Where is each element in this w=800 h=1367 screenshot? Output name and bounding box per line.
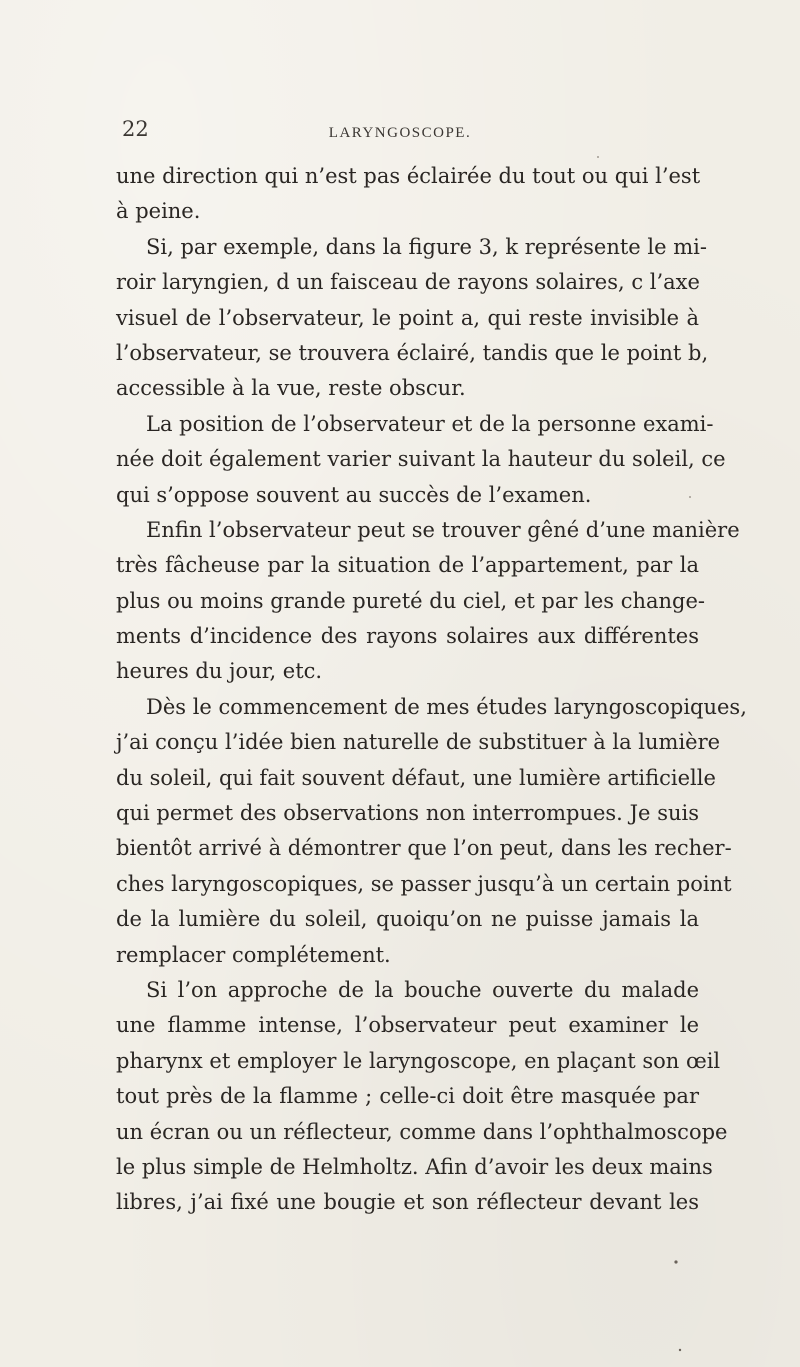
page-number: 22 (122, 117, 149, 141)
text-line: le plus simple de Helmholtz. Afin d’avoir les deux mains (116, 1154, 713, 1179)
text-line: remplacer complétement. (116, 942, 391, 967)
speck (597, 156, 599, 158)
text-line: à peine. (116, 199, 201, 224)
text-line: née doit également varier suivant la hauteur du soleil, ce (116, 447, 726, 472)
speck (674, 1260, 677, 1263)
text-line: du soleil, qui fait souvent défaut, une lumière artificielle (116, 765, 716, 790)
text-line: heures du jour, etc. (116, 659, 323, 684)
text-line: Dès le commencement de mes études laryngoscopiques, (146, 694, 747, 719)
text-line: bientôt arrivé à démontrer que l’on peut, dans les recher- (116, 836, 732, 861)
text-line: Si, par exemple, dans la figure 3, k représente le mi- (146, 234, 707, 259)
text-line: de la lumière du soleil, quoiqu’on ne puisse jamais la (116, 907, 699, 932)
text-line: libres, j’ai fixé une bougie et son réflecteur devant les (116, 1190, 699, 1215)
text-line: visuel de l’observateur, le point a, qui reste invisible à (116, 305, 699, 330)
text-line: ches laryngoscopiques, se passer jusqu’à un certain point (116, 871, 732, 896)
text-line: Si l’on approche de la bouche ouverte du malade (146, 977, 699, 1002)
text-line: pharynx et employer le laryngoscope, en plaçant son œil (116, 1048, 721, 1073)
text-line: une flamme intense, l’observateur peut examiner le (116, 1013, 699, 1038)
text-line: accessible à la vue, reste obscur. (116, 376, 466, 401)
text-line: un écran ou un réflecteur, comme dans l’ophthalmoscope (116, 1119, 728, 1144)
speck (679, 1349, 681, 1351)
text-line: roir laryngien, d un faisceau de rayons solaires, c l’axe (116, 270, 700, 295)
text-line: qui s’oppose souvent au succès de l’examen. (116, 482, 592, 507)
text-line: plus ou moins grande pureté du ciel, et par les change- (116, 588, 706, 613)
text-line: Enfin l’observateur peut se trouver gêné d’une manière (146, 517, 740, 542)
text-line: très fâcheuse par la situation de l’appartement, par la (116, 553, 699, 578)
text-line: La position de l’observateur et de la personne exami- (146, 411, 714, 436)
text-line: qui permet des observations non interrompues. Je suis (116, 801, 699, 826)
body-text (116, 159, 747, 1221)
text-line: ments d’incidence des rayons solaires aux différentes (116, 624, 699, 649)
text-line: tout près de la flamme ; celle-ci doit être masquée par (116, 1084, 699, 1109)
text-line: l’observateur, se trouvera éclairé, tandis que le point b, (116, 340, 709, 365)
running-head: LARYNGOSCOPE. (328, 125, 472, 141)
text-line: j’ai conçu l’idée bien naturelle de substituer à la lumière (116, 730, 721, 755)
text-line: une direction qui n’est pas éclairée du tout ou qui l’est (116, 164, 701, 188)
